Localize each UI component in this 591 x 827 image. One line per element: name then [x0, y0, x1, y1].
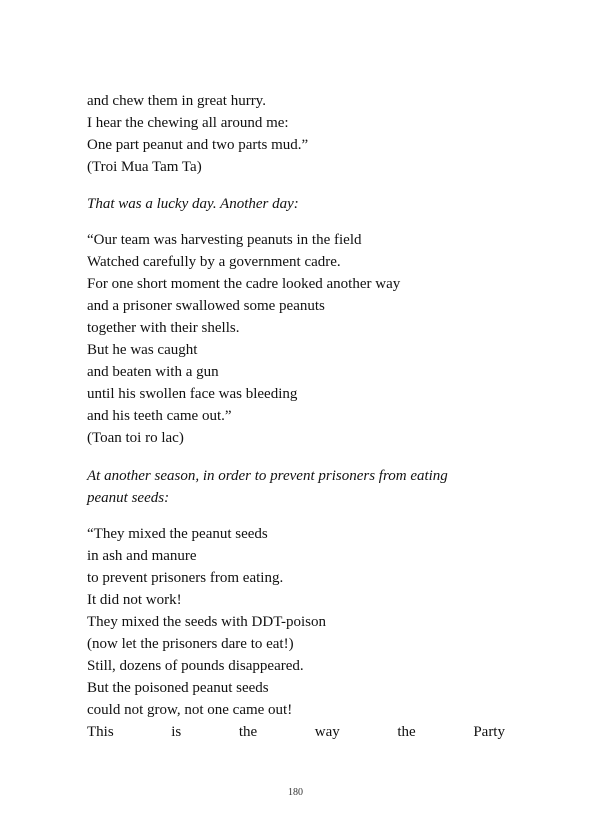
- poem-line: and beaten with a gun: [87, 364, 219, 380]
- narration-1: [87, 193, 507, 215]
- page-number: 180: [288, 787, 303, 798]
- poem-line: But he was caught: [87, 342, 198, 358]
- poem-line: I hear the chewing all around me:: [87, 115, 289, 131]
- poem-stanza-1: [87, 90, 507, 178]
- poem-line: together with their shells.: [87, 320, 240, 336]
- poem-line: (now let the prisoners dare to eat!): [87, 636, 294, 652]
- narration-line: peanut seeds:: [87, 490, 170, 506]
- poem-line: and a prisoner swallowed some peanuts: [87, 298, 325, 314]
- word: is: [171, 724, 182, 740]
- poem-line: could not grow, not one came out!: [87, 702, 293, 718]
- poem-line: Watched carefully by a government cadre.: [87, 254, 341, 270]
- narration-line: That was a lucky day. Another day:: [87, 196, 299, 212]
- poem-line: Still, dozens of pounds disappeared.: [87, 658, 304, 674]
- poem-line: They mixed the seeds with DDT-poison: [87, 614, 326, 630]
- poem-line: to prevent prisoners from eating.: [87, 570, 284, 586]
- poem-line: It did not work!: [87, 592, 182, 608]
- poem-line: But the poisoned peanut seeds: [87, 680, 269, 696]
- word: Party: [473, 724, 505, 740]
- word: way: [314, 724, 340, 740]
- poem-line: One part peanut and two parts mud.”: [87, 137, 309, 153]
- poem-stanza-3: [87, 523, 507, 743]
- poem-line: “Our team was harvesting peanuts in the field: [87, 232, 362, 248]
- poem-stanza-2: [87, 229, 507, 449]
- poem-line: and chew them in great hurry.: [87, 93, 266, 109]
- poem-line: until his swollen face was bleeding: [87, 386, 298, 402]
- word: the: [238, 724, 258, 740]
- narration-line: At another season, in order to prevent prisoners from eating: [87, 468, 448, 484]
- poem-source: (Toan toi ro lac): [87, 430, 184, 446]
- narration-2: [87, 465, 507, 509]
- poem-source: (Troi Mua Tam Ta): [87, 159, 202, 175]
- poem-line: and his teeth came out.”: [87, 408, 232, 424]
- justified-poem-line: [87, 721, 505, 743]
- word: the: [397, 724, 416, 740]
- poem-line: “They mixed the peanut seeds: [87, 526, 268, 542]
- word: This: [87, 724, 114, 740]
- poem-line: For one short moment the cadre looked another way: [87, 276, 401, 292]
- poem-line: in ash and manure: [87, 548, 197, 564]
